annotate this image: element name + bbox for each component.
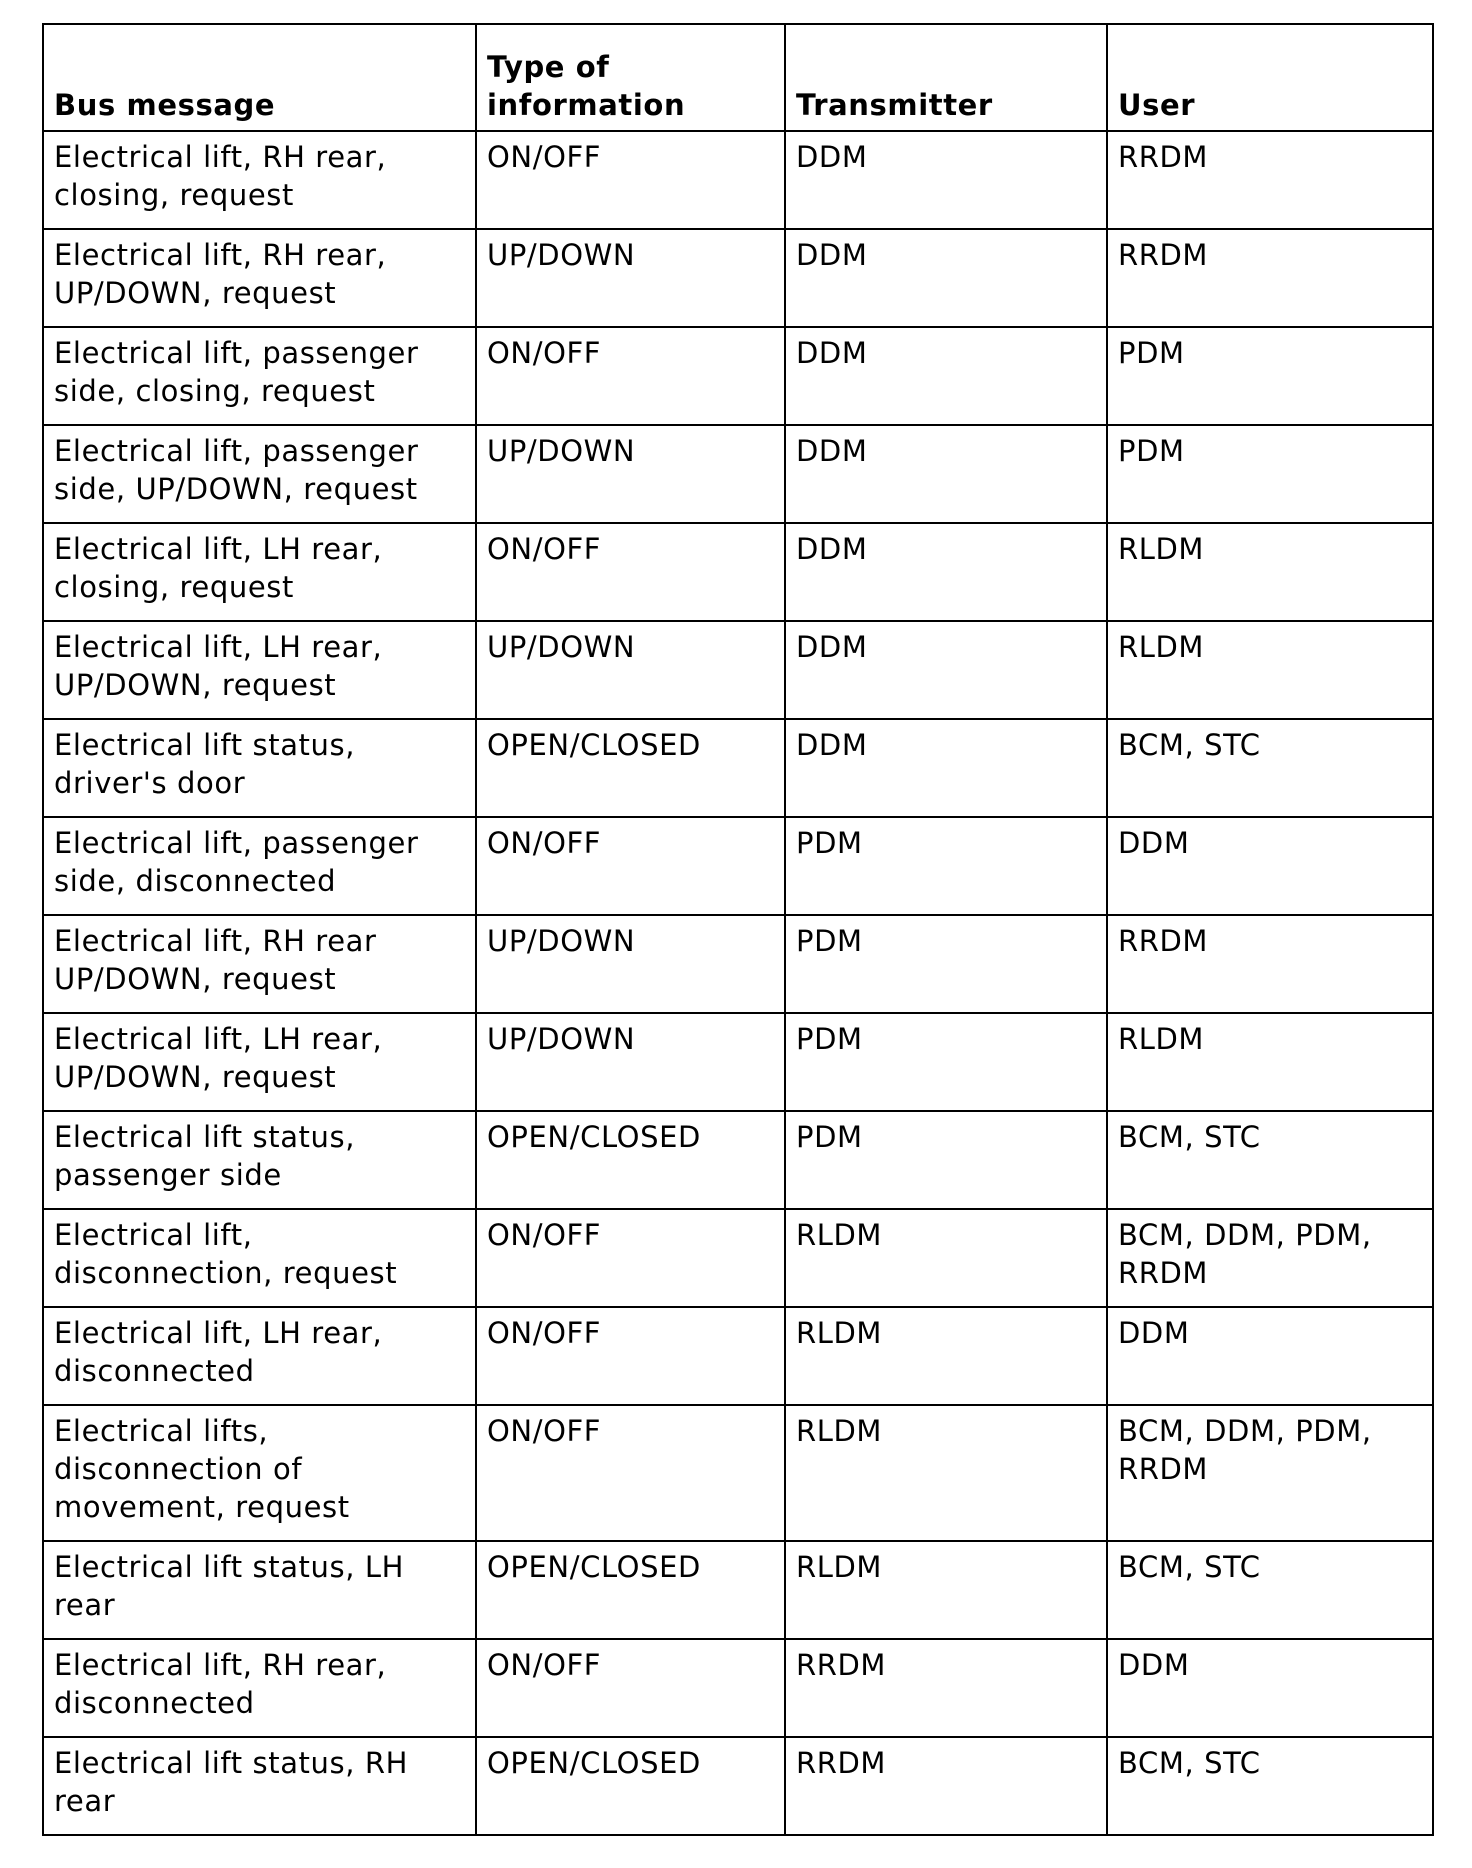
header-transmitter: Transmitter [785,24,1107,131]
table-row [43,229,1433,327]
cell-user: RRDM [1107,915,1433,1013]
cell-transmitter: PDM [785,1111,1107,1209]
cell-transmitter: PDM [785,817,1107,915]
cell-transmitter: RLDM [785,1209,1107,1307]
table-header [43,24,1433,131]
cell-transmitter: DDM [785,621,1107,719]
cell-transmitter: RRDM [785,1737,1107,1835]
cell-bus-message: Electrical lift, passenger side, UP/DOWN, request [43,425,476,523]
cell-user: BCM, STC [1107,1541,1433,1639]
cell-bus-message: Electrical lift status, LH rear [43,1541,476,1639]
table-row [43,621,1433,719]
header-bus-message: Bus message [43,24,476,131]
cell-user: RLDM [1107,621,1433,719]
cell-user: BCM, STC [1107,1737,1433,1835]
cell-bus-message: Electrical lift, RH rear, closing, request [43,131,476,229]
table-row [43,1541,1433,1639]
cell-bus-message: Electrical lift status, RH rear [43,1737,476,1835]
cell-bus-message: Electrical lift, RH rear UP/DOWN, request [43,915,476,1013]
cell-bus-message: Electrical lifts, disconnection of movement, request [43,1405,476,1541]
cell-transmitter: DDM [785,719,1107,817]
cell-user: DDM [1107,817,1433,915]
cell-type-of-information: UP/DOWN [476,1013,785,1111]
table-body [43,131,1433,1835]
cell-type-of-information: UP/DOWN [476,425,785,523]
table-row [43,1013,1433,1111]
cell-user: PDM [1107,425,1433,523]
cell-bus-message: Electrical lift status, passenger side [43,1111,476,1209]
cell-user: RLDM [1107,523,1433,621]
cell-type-of-information: OPEN/CLOSED [476,1737,785,1835]
cell-user: BCM, STC [1107,719,1433,817]
cell-transmitter: DDM [785,425,1107,523]
table-row [43,915,1433,1013]
cell-bus-message: Electrical lift, passenger side, closing, request [43,327,476,425]
cell-type-of-information: ON/OFF [476,1405,785,1541]
cell-user: BCM, DDM, PDM, RRDM [1107,1209,1433,1307]
cell-transmitter: DDM [785,229,1107,327]
cell-user: RRDM [1107,131,1433,229]
table-row [43,1737,1433,1835]
cell-user: DDM [1107,1639,1433,1737]
cell-transmitter: DDM [785,327,1107,425]
cell-transmitter: RRDM [785,1639,1107,1737]
cell-type-of-information: ON/OFF [476,817,785,915]
cell-bus-message: Electrical lift, RH rear, UP/DOWN, request [43,229,476,327]
cell-user: BCM, STC [1107,1111,1433,1209]
cell-transmitter: PDM [785,915,1107,1013]
header-row [43,24,1433,131]
cell-type-of-information: OPEN/CLOSED [476,719,785,817]
cell-user: BCM, DDM, PDM, RRDM [1107,1405,1433,1541]
cell-bus-message: Electrical lift, RH rear, disconnected [43,1639,476,1737]
cell-type-of-information: ON/OFF [476,1307,785,1405]
cell-transmitter: DDM [785,523,1107,621]
cell-type-of-information: OPEN/CLOSED [476,1111,785,1209]
table-row [43,817,1433,915]
cell-type-of-information: ON/OFF [476,1639,785,1737]
cell-user: RLDM [1107,1013,1433,1111]
cell-bus-message: Electrical lift, disconnection, request [43,1209,476,1307]
bus-message-table [42,23,1434,1836]
cell-transmitter: RLDM [785,1307,1107,1405]
table-row [43,327,1433,425]
cell-transmitter: RLDM [785,1541,1107,1639]
table-row [43,425,1433,523]
table-row [43,131,1433,229]
header-type-of-information: Type of information [476,24,785,131]
cell-bus-message: Electrical lift, LH rear, closing, request [43,523,476,621]
cell-bus-message: Electrical lift status, driver's door [43,719,476,817]
cell-type-of-information: ON/OFF [476,327,785,425]
cell-type-of-information: OPEN/CLOSED [476,1541,785,1639]
table-row [43,1405,1433,1541]
table-row [43,1209,1433,1307]
cell-type-of-information: UP/DOWN [476,229,785,327]
cell-type-of-information: ON/OFF [476,131,785,229]
cell-user: PDM [1107,327,1433,425]
table-row [43,1111,1433,1209]
cell-user: RRDM [1107,229,1433,327]
table-row [43,523,1433,621]
cell-bus-message: Electrical lift, LH rear, UP/DOWN, request [43,621,476,719]
cell-bus-message: Electrical lift, LH rear, UP/DOWN, request [43,1013,476,1111]
cell-type-of-information: ON/OFF [476,1209,785,1307]
cell-type-of-information: ON/OFF [476,523,785,621]
cell-transmitter: DDM [785,131,1107,229]
cell-transmitter: PDM [785,1013,1107,1111]
cell-user: DDM [1107,1307,1433,1405]
cell-transmitter: RLDM [785,1405,1107,1541]
header-user: User [1107,24,1433,131]
cell-type-of-information: UP/DOWN [476,915,785,1013]
table-row [43,1307,1433,1405]
cell-bus-message: Electrical lift, LH rear, disconnected [43,1307,476,1405]
table-row [43,719,1433,817]
cell-bus-message: Electrical lift, passenger side, disconnected [43,817,476,915]
table-row [43,1639,1433,1737]
cell-type-of-information: UP/DOWN [476,621,785,719]
